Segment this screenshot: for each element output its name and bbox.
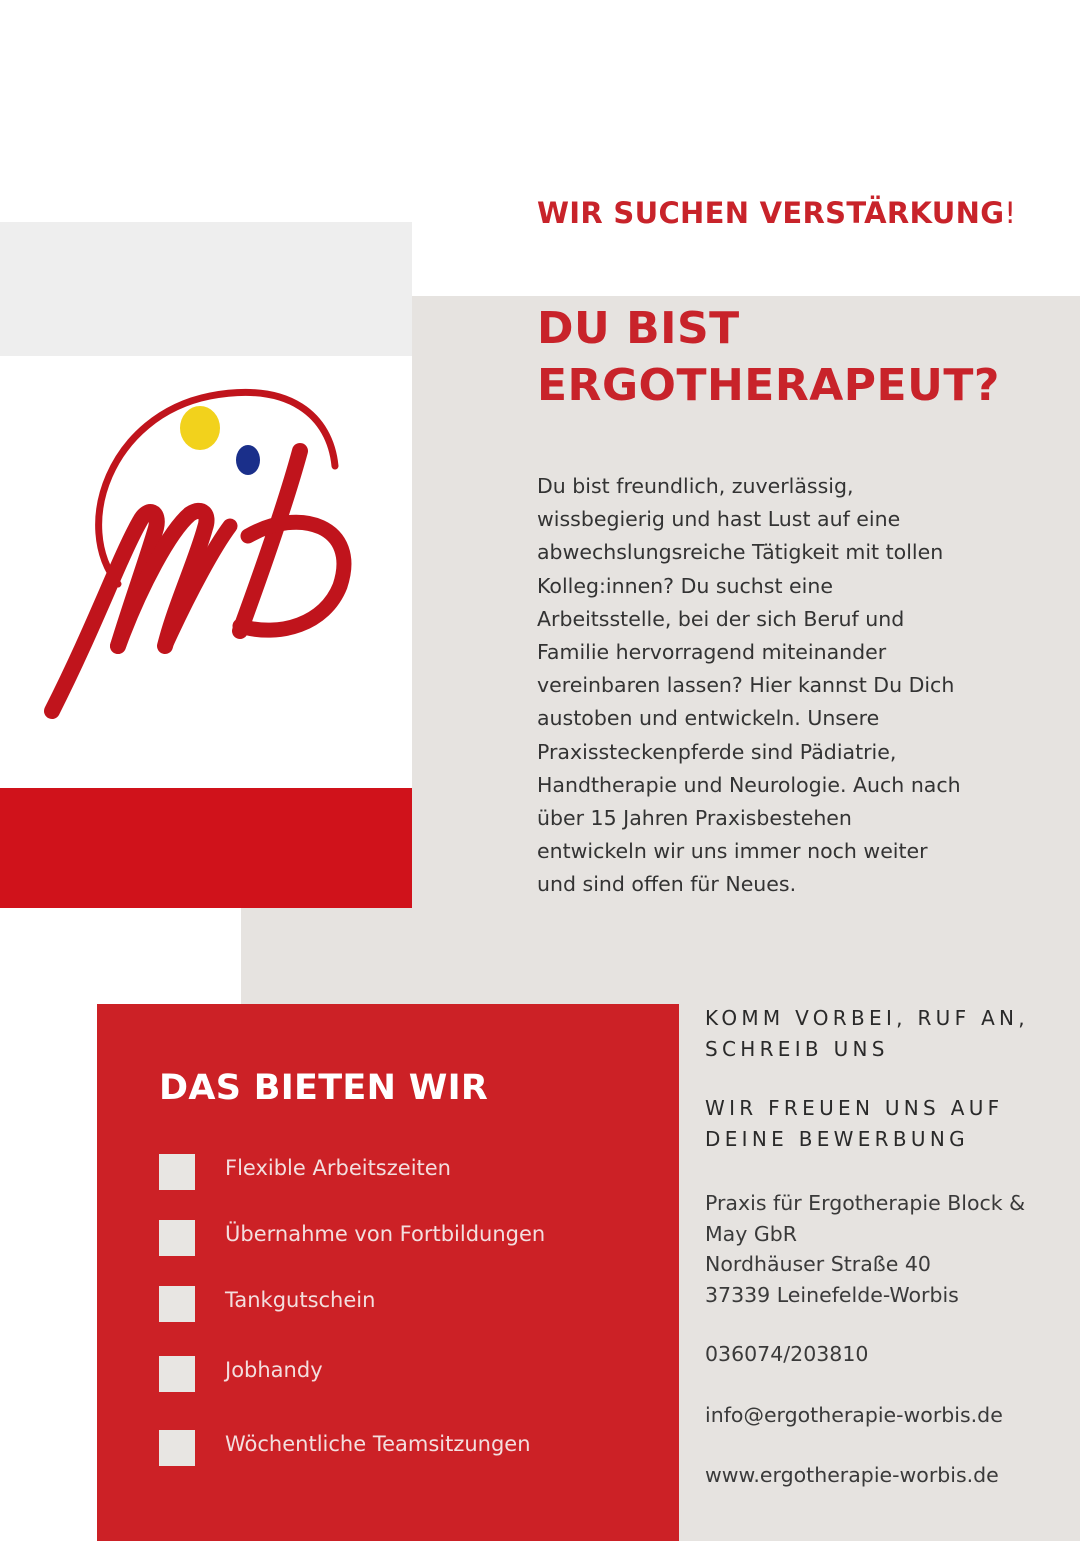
offer-item-label: Tankgutschein	[225, 1288, 376, 1312]
checkbox-icon	[159, 1286, 195, 1322]
logo-image	[0, 222, 412, 908]
address-line: Praxis für Ergotherapie Block &	[705, 1191, 1026, 1215]
offer-item	[159, 1154, 659, 1188]
address-block	[705, 1188, 1045, 1310]
offer-item	[159, 1286, 659, 1320]
page-title: DU BIST ERGOTHERAPEUT?	[537, 303, 1000, 411]
checkbox-icon	[159, 1154, 195, 1190]
email-link[interactable]: info@ergotherapie-worbis.de	[705, 1403, 1003, 1427]
offer-box	[97, 1004, 679, 1541]
offer-title: DAS BIETEN WIR	[159, 1068, 489, 1108]
intro-text: Du bist freundlich, zuverlässig, wissbegierig und hast Lust auf eine abwechslungsreiche Tätigkeit mit tollen Kolleg:innen? Du suchst eine Arbeitsstelle, bei der sich Beruf und Familie hervorragend miteinander vereinbaren lassen? Hier kannst Du Dich austoben und entwickeln. Unsere Praxissteckenpferde sind Pädiatrie, Handtherapie und Neurologie. Auch nach über 15 Jahren Praxisbestehen entwickeln wir uns immer noch weiter und sind offen für Neues.	[537, 474, 961, 897]
offer-item	[159, 1430, 659, 1464]
call-to-action: KOMM VORBEI, RUF AN, SCHREIB UNS	[705, 1006, 1029, 1061]
offer-item	[159, 1220, 659, 1254]
offer-item	[159, 1356, 659, 1390]
address-line: May GbR	[705, 1221, 798, 1246]
closing-text: WIR FREUEN UNS AUF DEINE BEWERBUNG	[705, 1096, 1004, 1151]
address-line: 37339 Leinefelde-Worbis	[705, 1282, 959, 1307]
offer-item-label: Wöchentliche Teamsitzungen	[225, 1432, 531, 1456]
logo-top-band	[0, 222, 412, 356]
offer-item-label: Flexible Arbeitszeiten	[225, 1156, 451, 1180]
offer-item-label: Jobhandy	[225, 1358, 323, 1382]
website-link[interactable]: www.ergotherapie-worbis.de	[705, 1463, 999, 1487]
address-line: Nordhäuser Straße 40	[705, 1252, 931, 1276]
phone-number: 036074/203810	[705, 1342, 869, 1366]
checkbox-icon	[159, 1356, 195, 1392]
logo-bottom-band	[0, 788, 412, 908]
headline-mark: !	[1004, 196, 1017, 230]
offer-item-label: Übernahme von Fortbildungen	[225, 1222, 546, 1246]
headline-text: WIR SUCHEN VERSTÄRKUNG	[537, 196, 1005, 230]
mb-logo	[0, 356, 412, 788]
checkbox-icon	[159, 1430, 195, 1466]
headline	[537, 196, 1016, 230]
checkbox-icon	[159, 1220, 195, 1256]
